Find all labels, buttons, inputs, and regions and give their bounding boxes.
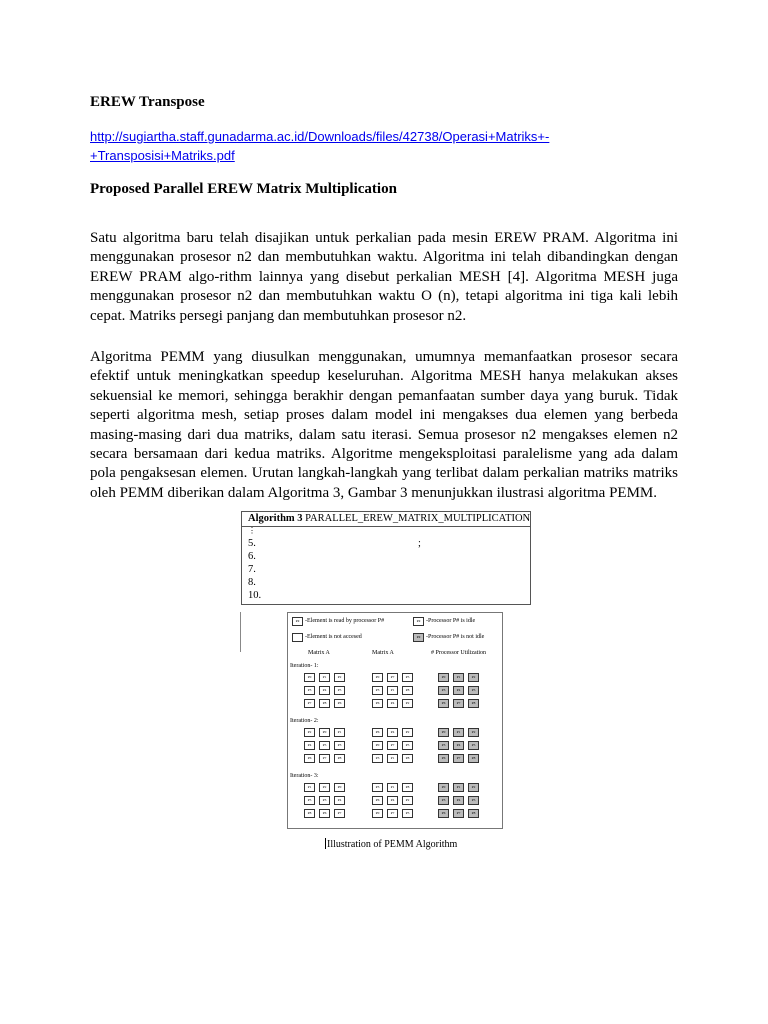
algorithm-ellipsis: ⋮: [248, 526, 256, 535]
matrix-cell: P4: [387, 796, 398, 805]
algorithm-label: Algorithm 3: [248, 513, 303, 524]
paragraph-intro: Satu algoritma baru telah disajikan untuk perkalian pada mesin EREW PRAM. Algoritma ini menggunakan prosesor n2 dan membutuhkan waktu. Algoritma ini telah dibandingkan dengan EREW PRAM algo-rithm lainnya yang disebut perkalian MESH [4]. Algoritma MESH juga menggunakan prosesor n2 dan membutuhkan waktu O (n), tetapi algoritma ini tiga kali lebih cepat. Matriks persegi panjang dan membutuhkan prosesor n2.: [90, 230, 678, 324]
matrix-cell: P7: [319, 754, 330, 763]
matrix-cell: P2: [402, 699, 413, 708]
algorithm-line: 10.: [248, 590, 262, 601]
matrix-cell: P6: [334, 699, 345, 708]
figure-divider: [240, 612, 241, 652]
matrix-cell: P3: [334, 741, 345, 750]
pemm-illustration: [287, 612, 503, 829]
matrix-cell: P6: [372, 728, 383, 737]
processor-cell: P7: [453, 809, 464, 818]
matrix-cell: P8: [402, 754, 413, 763]
algorithm-line: 6.: [248, 551, 256, 562]
matrix-cell: P5: [402, 809, 413, 818]
processor-cell: P4: [453, 741, 464, 750]
processor-cell: P6: [438, 809, 449, 818]
matrix-cell: P7: [387, 809, 398, 818]
legend-read-text: -Element is read by processor P#: [305, 618, 385, 624]
processor-cell: P1: [453, 783, 464, 792]
heading-proposed-pemm: Proposed Parallel EREW Matrix Multiplication: [90, 181, 397, 197]
legend-read-box: P#: [292, 617, 303, 626]
matrix-cell: P7: [387, 741, 398, 750]
paragraph-pemm: Algoritma PEMM yang diusulkan menggunakan, umumnya memanfaatkan prosesor secara efektif untuk meningkatkan speedup keseluruhan. Algoritma MESH hanya melakukan akses sekuensial ke memori, sehingga berakhir dengan pemanfaatan sumber daya yang buruk. Tidak seperti algoritma mesh, setiap proses dalam model ini mengakses dua elemen yang berbeda masing-masing dari dua matriks, dalam satu iterasi. Semua prosesor n2 mengakses elemen n2 secara bersamaan dari kedua matriks. Algoritme mengeksploitasi paralelisme yang ada dalam pola pengaksesan elemen. Urutan langkah-langkah yang terlibat dalam perkalian matriks matriks oleh PEMM diberikan dalam Algoritma 3, Gambar 3 menunjukkan ilustrasi algoritma PEMM.: [90, 349, 678, 501]
matrix-cell: P2: [319, 783, 330, 792]
matrix-cell: P4: [334, 796, 345, 805]
matrix-cell: P0: [372, 673, 383, 682]
processor-cell: P1: [453, 728, 464, 737]
matrix-cell: P7: [334, 809, 345, 818]
processor-cell: P5: [468, 741, 479, 750]
matrix-cell: P0: [319, 728, 330, 737]
algorithm-line: 7.: [248, 564, 256, 575]
matrix-cell: P3: [372, 754, 383, 763]
matrix-cell: P2: [402, 728, 413, 737]
matrix-cell: P5: [304, 796, 315, 805]
matrix-cell: P8: [304, 809, 315, 818]
matrix-cell: P3: [372, 783, 383, 792]
matrix-cell: P5: [402, 741, 413, 750]
legend-idle-text: -Processor P# is idle: [426, 618, 476, 624]
matrix-cell: P3: [372, 686, 383, 695]
legend-not-idle-box: P#: [413, 633, 424, 642]
column-header-processor-utilization: # Processor Utilization: [431, 650, 486, 656]
algorithm-box: [241, 511, 531, 605]
matrix-cell: P5: [402, 673, 413, 682]
processor-cell: P3: [438, 686, 449, 695]
matrix-cell: P1: [387, 783, 398, 792]
matrix-cell: P0: [372, 809, 383, 818]
matrix-cell: P8: [319, 699, 330, 708]
matrix-cell: P4: [387, 699, 398, 708]
matrix-cell: P1: [334, 728, 345, 737]
matrix-cell: P4: [319, 686, 330, 695]
reference-link-line1[interactable]: http://sugiartha.staff.gunadarma.ac.id/Downloads/files/42738/Operasi+Matriks+-: [90, 129, 550, 144]
matrix-cell: P5: [319, 741, 330, 750]
matrix-cell: P1: [304, 783, 315, 792]
matrix-cell: P1: [387, 686, 398, 695]
algorithm-header: [242, 512, 530, 527]
processor-cell: P3: [438, 796, 449, 805]
heading-erew-transpose: EREW Transpose: [90, 94, 205, 110]
processor-cell: P2: [468, 783, 479, 792]
legend-not-accessed-box: [292, 633, 303, 642]
legend-not-accessed-text: -Element is not accesed: [305, 634, 362, 640]
matrix-cell: P6: [372, 796, 383, 805]
matrix-cell: P3: [319, 796, 330, 805]
figure-caption: Illustration of PEMM Algorithm: [327, 839, 458, 850]
processor-cell: P7: [453, 699, 464, 708]
processor-cell: P8: [468, 754, 479, 763]
processor-cell: P2: [468, 728, 479, 737]
iteration-label: Iteration- 3:: [290, 773, 319, 779]
algorithm-name: PARALLEL_EREW_MATRIX_MULTIPLICATION: [305, 513, 531, 524]
reference-link-line2[interactable]: +Transposisi+Matriks.pdf: [90, 148, 235, 163]
matrix-cell: P8: [402, 686, 413, 695]
legend-not-idle-text: -Processor P# is not idle: [426, 634, 485, 640]
processor-cell: P4: [453, 796, 464, 805]
matrix-cell: P3: [304, 686, 315, 695]
processor-cell: P5: [468, 796, 479, 805]
matrix-cell: P4: [387, 728, 398, 737]
processor-cell: P8: [468, 809, 479, 818]
matrix-cell: P0: [334, 783, 345, 792]
matrix-cell: P8: [402, 783, 413, 792]
legend-idle-box: P#: [413, 617, 424, 626]
column-header-matrix-a: Matrix A: [308, 650, 330, 656]
text-cursor: [325, 838, 326, 849]
matrix-cell: P7: [387, 673, 398, 682]
column-header-matrix-a-second: Matrix A: [372, 650, 394, 656]
matrix-cell: P7: [304, 699, 315, 708]
processor-cell: P5: [468, 686, 479, 695]
matrix-cell: P0: [304, 673, 315, 682]
matrix-cell: P4: [304, 741, 315, 750]
processor-cell: P0: [438, 673, 449, 682]
processor-cell: P3: [438, 741, 449, 750]
matrix-cell: P1: [387, 754, 398, 763]
processor-cell: P6: [438, 699, 449, 708]
matrix-cell: P2: [334, 673, 345, 682]
matrix-cell: P6: [372, 699, 383, 708]
algorithm-semicolon: ;: [418, 538, 421, 549]
matrix-cell: P8: [334, 754, 345, 763]
matrix-cell: P2: [402, 796, 413, 805]
algorithm-line: 5. ;: [248, 538, 421, 549]
algorithm-line: 8.: [248, 577, 256, 588]
processor-cell: P4: [453, 686, 464, 695]
matrix-cell: P1: [319, 673, 330, 682]
iteration-label: Iteration- 1:: [290, 663, 319, 669]
iteration-label: Iteration- 2:: [290, 718, 319, 724]
processor-cell: P7: [453, 754, 464, 763]
processor-cell: P0: [438, 728, 449, 737]
matrix-cell: P5: [334, 686, 345, 695]
processor-cell: P6: [438, 754, 449, 763]
matrix-cell: P0: [372, 741, 383, 750]
matrix-cell: P2: [304, 728, 315, 737]
matrix-cell: P6: [304, 754, 315, 763]
processor-cell: P2: [468, 673, 479, 682]
matrix-cell: P6: [319, 809, 330, 818]
processor-cell: P1: [453, 673, 464, 682]
processor-cell: P0: [438, 783, 449, 792]
processor-cell: P8: [468, 699, 479, 708]
